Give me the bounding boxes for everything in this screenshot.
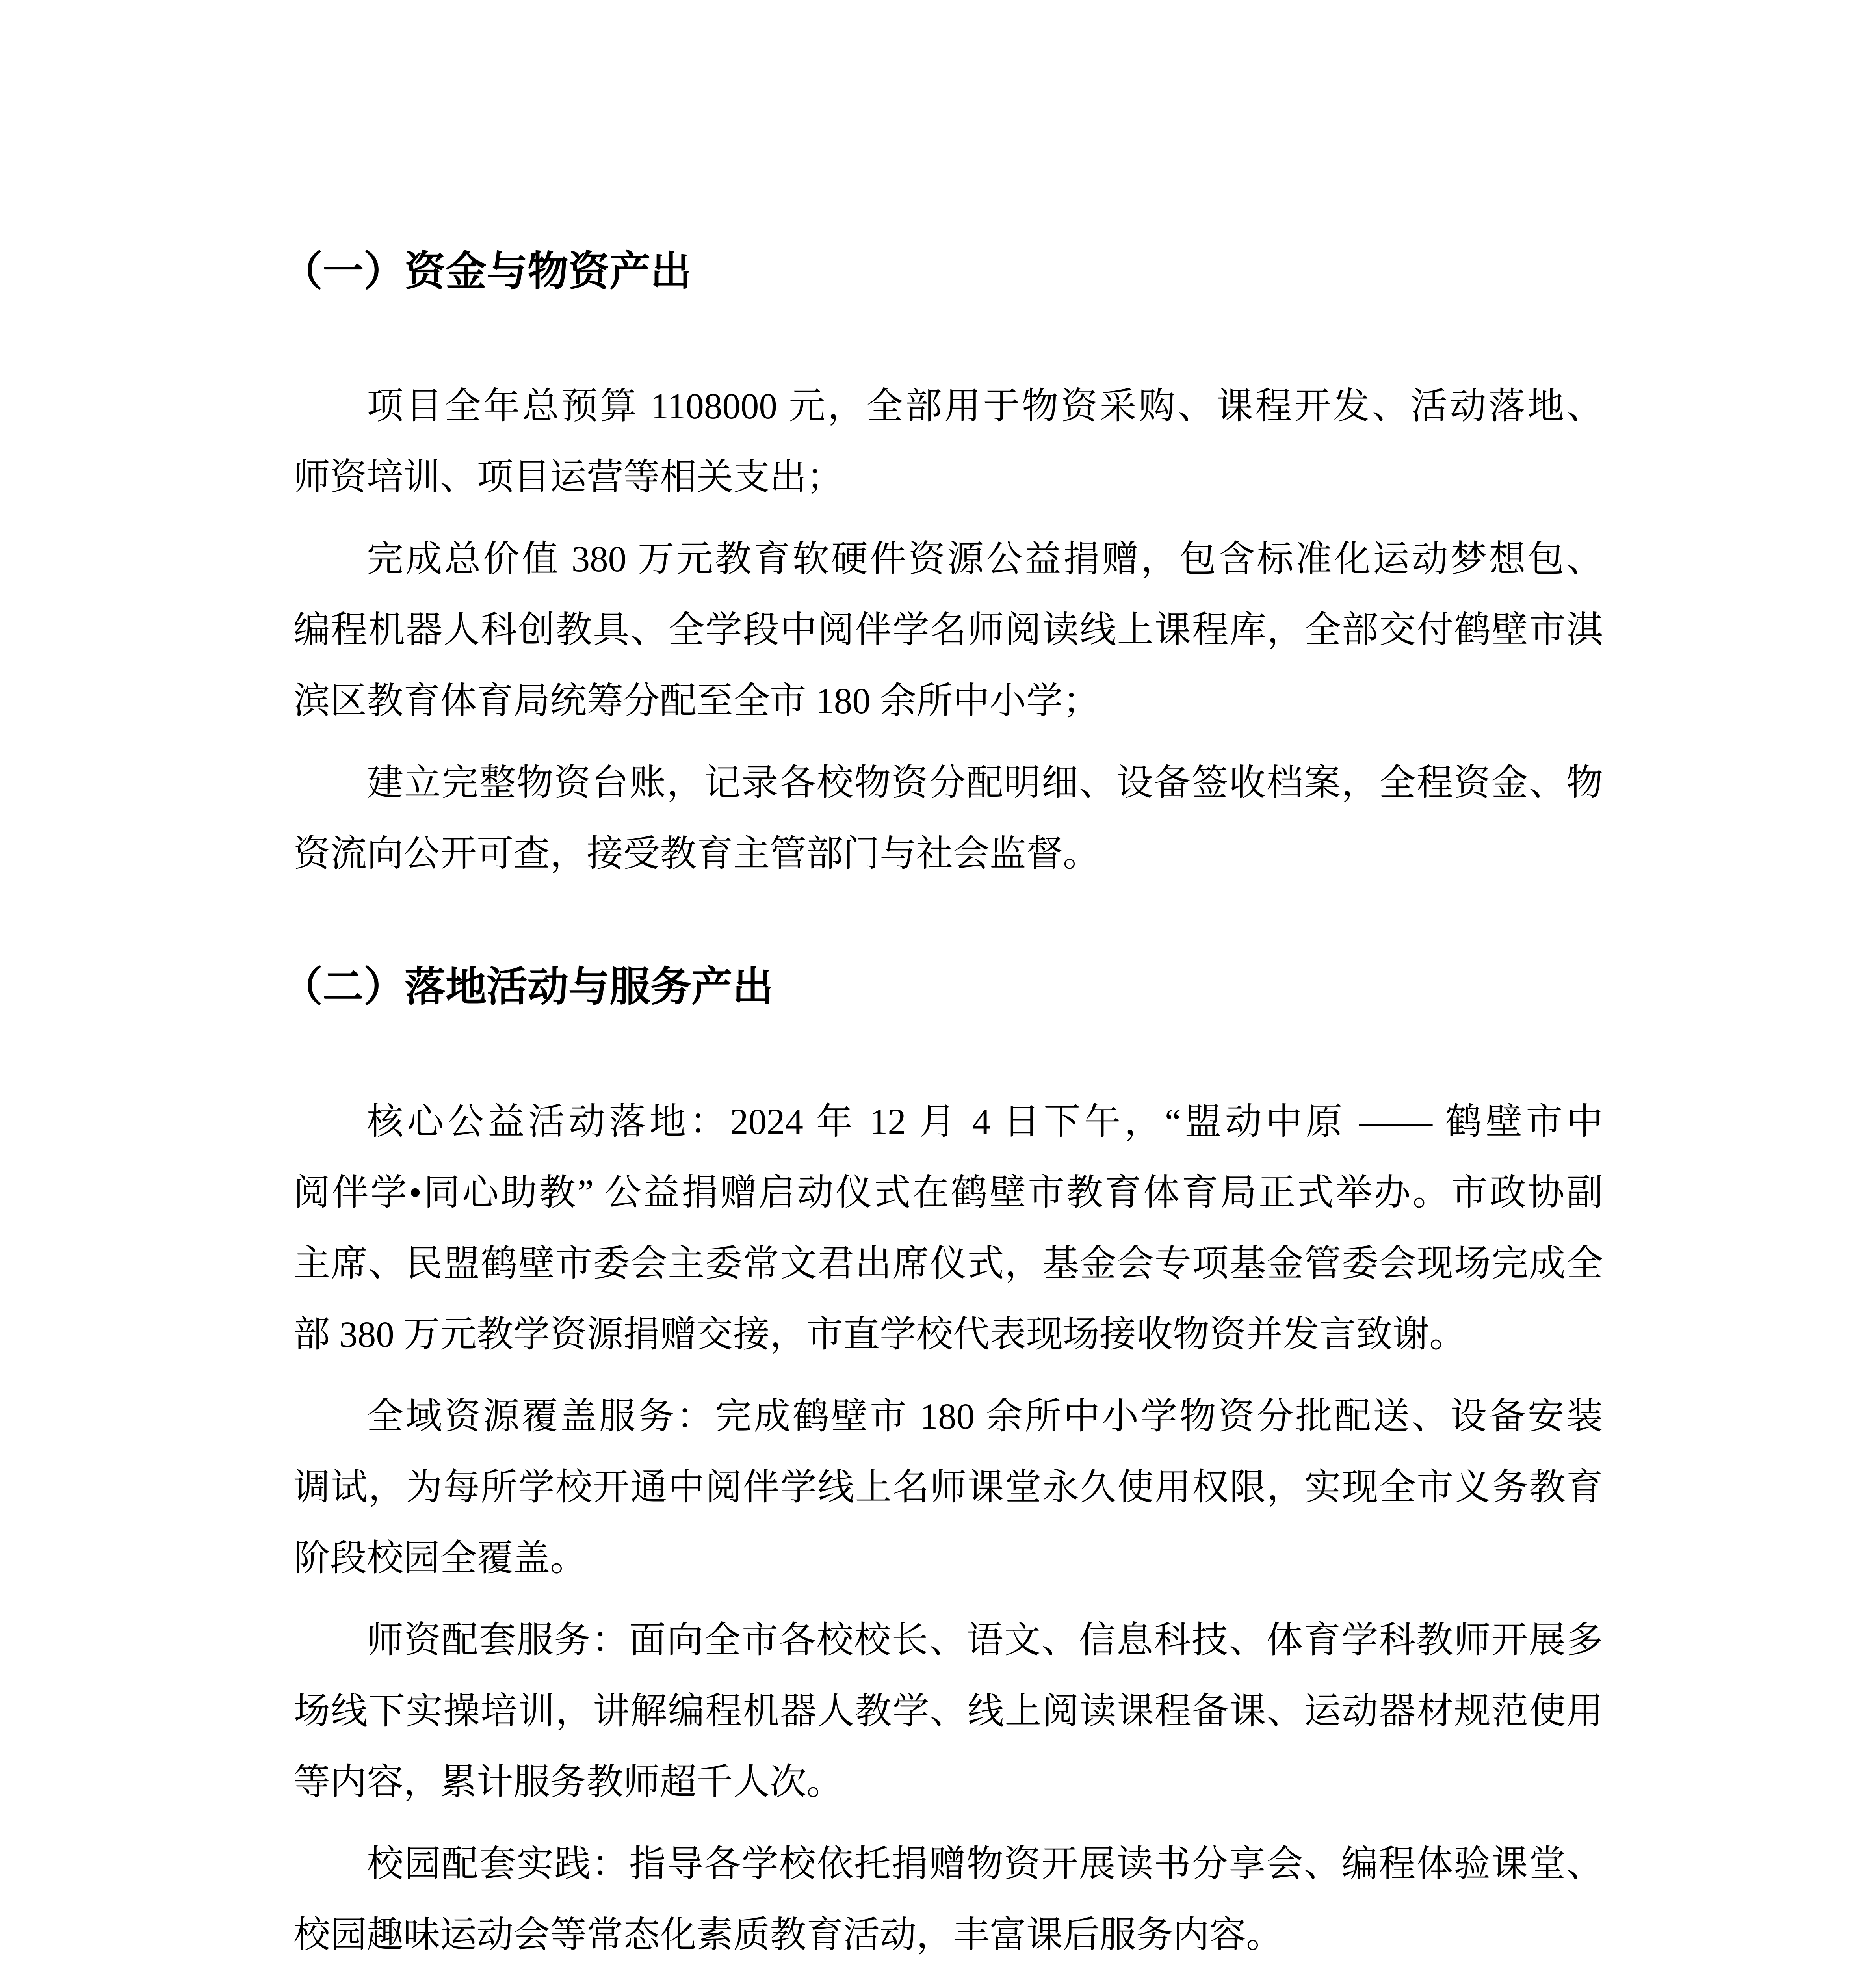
paragraph-line: 编程机器人科创教具、全学段中阅伴学名师阅读线上课程库，全部交付鹤壁市淇 [293, 610, 1603, 650]
paragraph-line: 核心公益活动落地：2024 年 12 月 4 日下午，“盟动中原 —— 鹤壁市中 [367, 1102, 1603, 1142]
paragraph [293, 1381, 1603, 1594]
paragraph-line: 师资培训、项目运营等相关支出； [293, 457, 843, 498]
paragraph-line: 项目全年总预算 1108000 元，全部用于物资采购、课程开发、活动落地、 [367, 386, 1603, 427]
section-funds-materials [282, 236, 1603, 890]
paragraph [293, 748, 1603, 890]
paragraph [293, 524, 1603, 737]
paragraph-line: 校园配套实践：指导各学校依托捐赠物资开展读书分享会、编程体验课堂、 [367, 1844, 1603, 1885]
paragraph [293, 1087, 1603, 1370]
paragraph [293, 1605, 1603, 1818]
paragraph-line: 阅伴学•同心助教” 公益捐赠启动仪式在鹤壁市教育体育局正式举办。市政协副 [293, 1173, 1603, 1213]
paragraph-line: 调试，为每所学校开通中阅伴学线上名师课堂永久使用权限，实现全市义务教育 [293, 1467, 1603, 1508]
paragraph-line: 部 380 万元教学资源捐赠交接，市直学校代表现场接收物资并发言致谢。 [293, 1314, 1466, 1355]
paragraph-line: 师资配套服务：面向全市各校校长、语文、信息科技、体育学科教师开展多 [367, 1620, 1603, 1661]
paragraph [293, 371, 1603, 513]
paragraph-line: 场线下实操培训，讲解编程机器人教学、线上阅读课程备课、运动器材规范使用 [293, 1691, 1603, 1732]
paragraph-line: 完成总价值 380 万元教育软硬件资源公益捐赠，包含标准化运动梦想包、 [367, 539, 1603, 580]
paragraph-line: 资流向公开可查，接受教育主管部门与社会监督。 [293, 834, 1100, 874]
paragraph-line: 校园趣味运动会等常态化素质教育活动，丰富课后服务内容。 [293, 1915, 1283, 1955]
paragraph-line: 等内容，累计服务教师超千人次。 [293, 1762, 843, 1803]
document-body [282, 236, 1603, 1970]
section-heading: （二）落地活动与服务产出 [282, 965, 774, 1010]
paragraph-line: 阶段校园全覆盖。 [293, 1538, 587, 1579]
section-activities-services [282, 952, 1603, 1970]
section-heading: （一）资金与物资产出 [282, 249, 692, 294]
paragraph-line: 建立完整物资台账，记录各校物资分配明细、设备签收档案，全程资金、物 [367, 763, 1603, 803]
paragraph-line: 全域资源覆盖服务：完成鹤壁市 180 余所中小学物资分批配送、设备安装 [367, 1396, 1603, 1437]
paragraph [293, 1829, 1603, 1970]
paragraph-line: 滨区教育体育局统筹分配至全市 180 余所中小学； [293, 681, 1100, 721]
paragraph-line: 主席、民盟鹤壁市委会主委常文君出席仪式，基金会专项基金管委会现场完成全 [293, 1243, 1603, 1284]
